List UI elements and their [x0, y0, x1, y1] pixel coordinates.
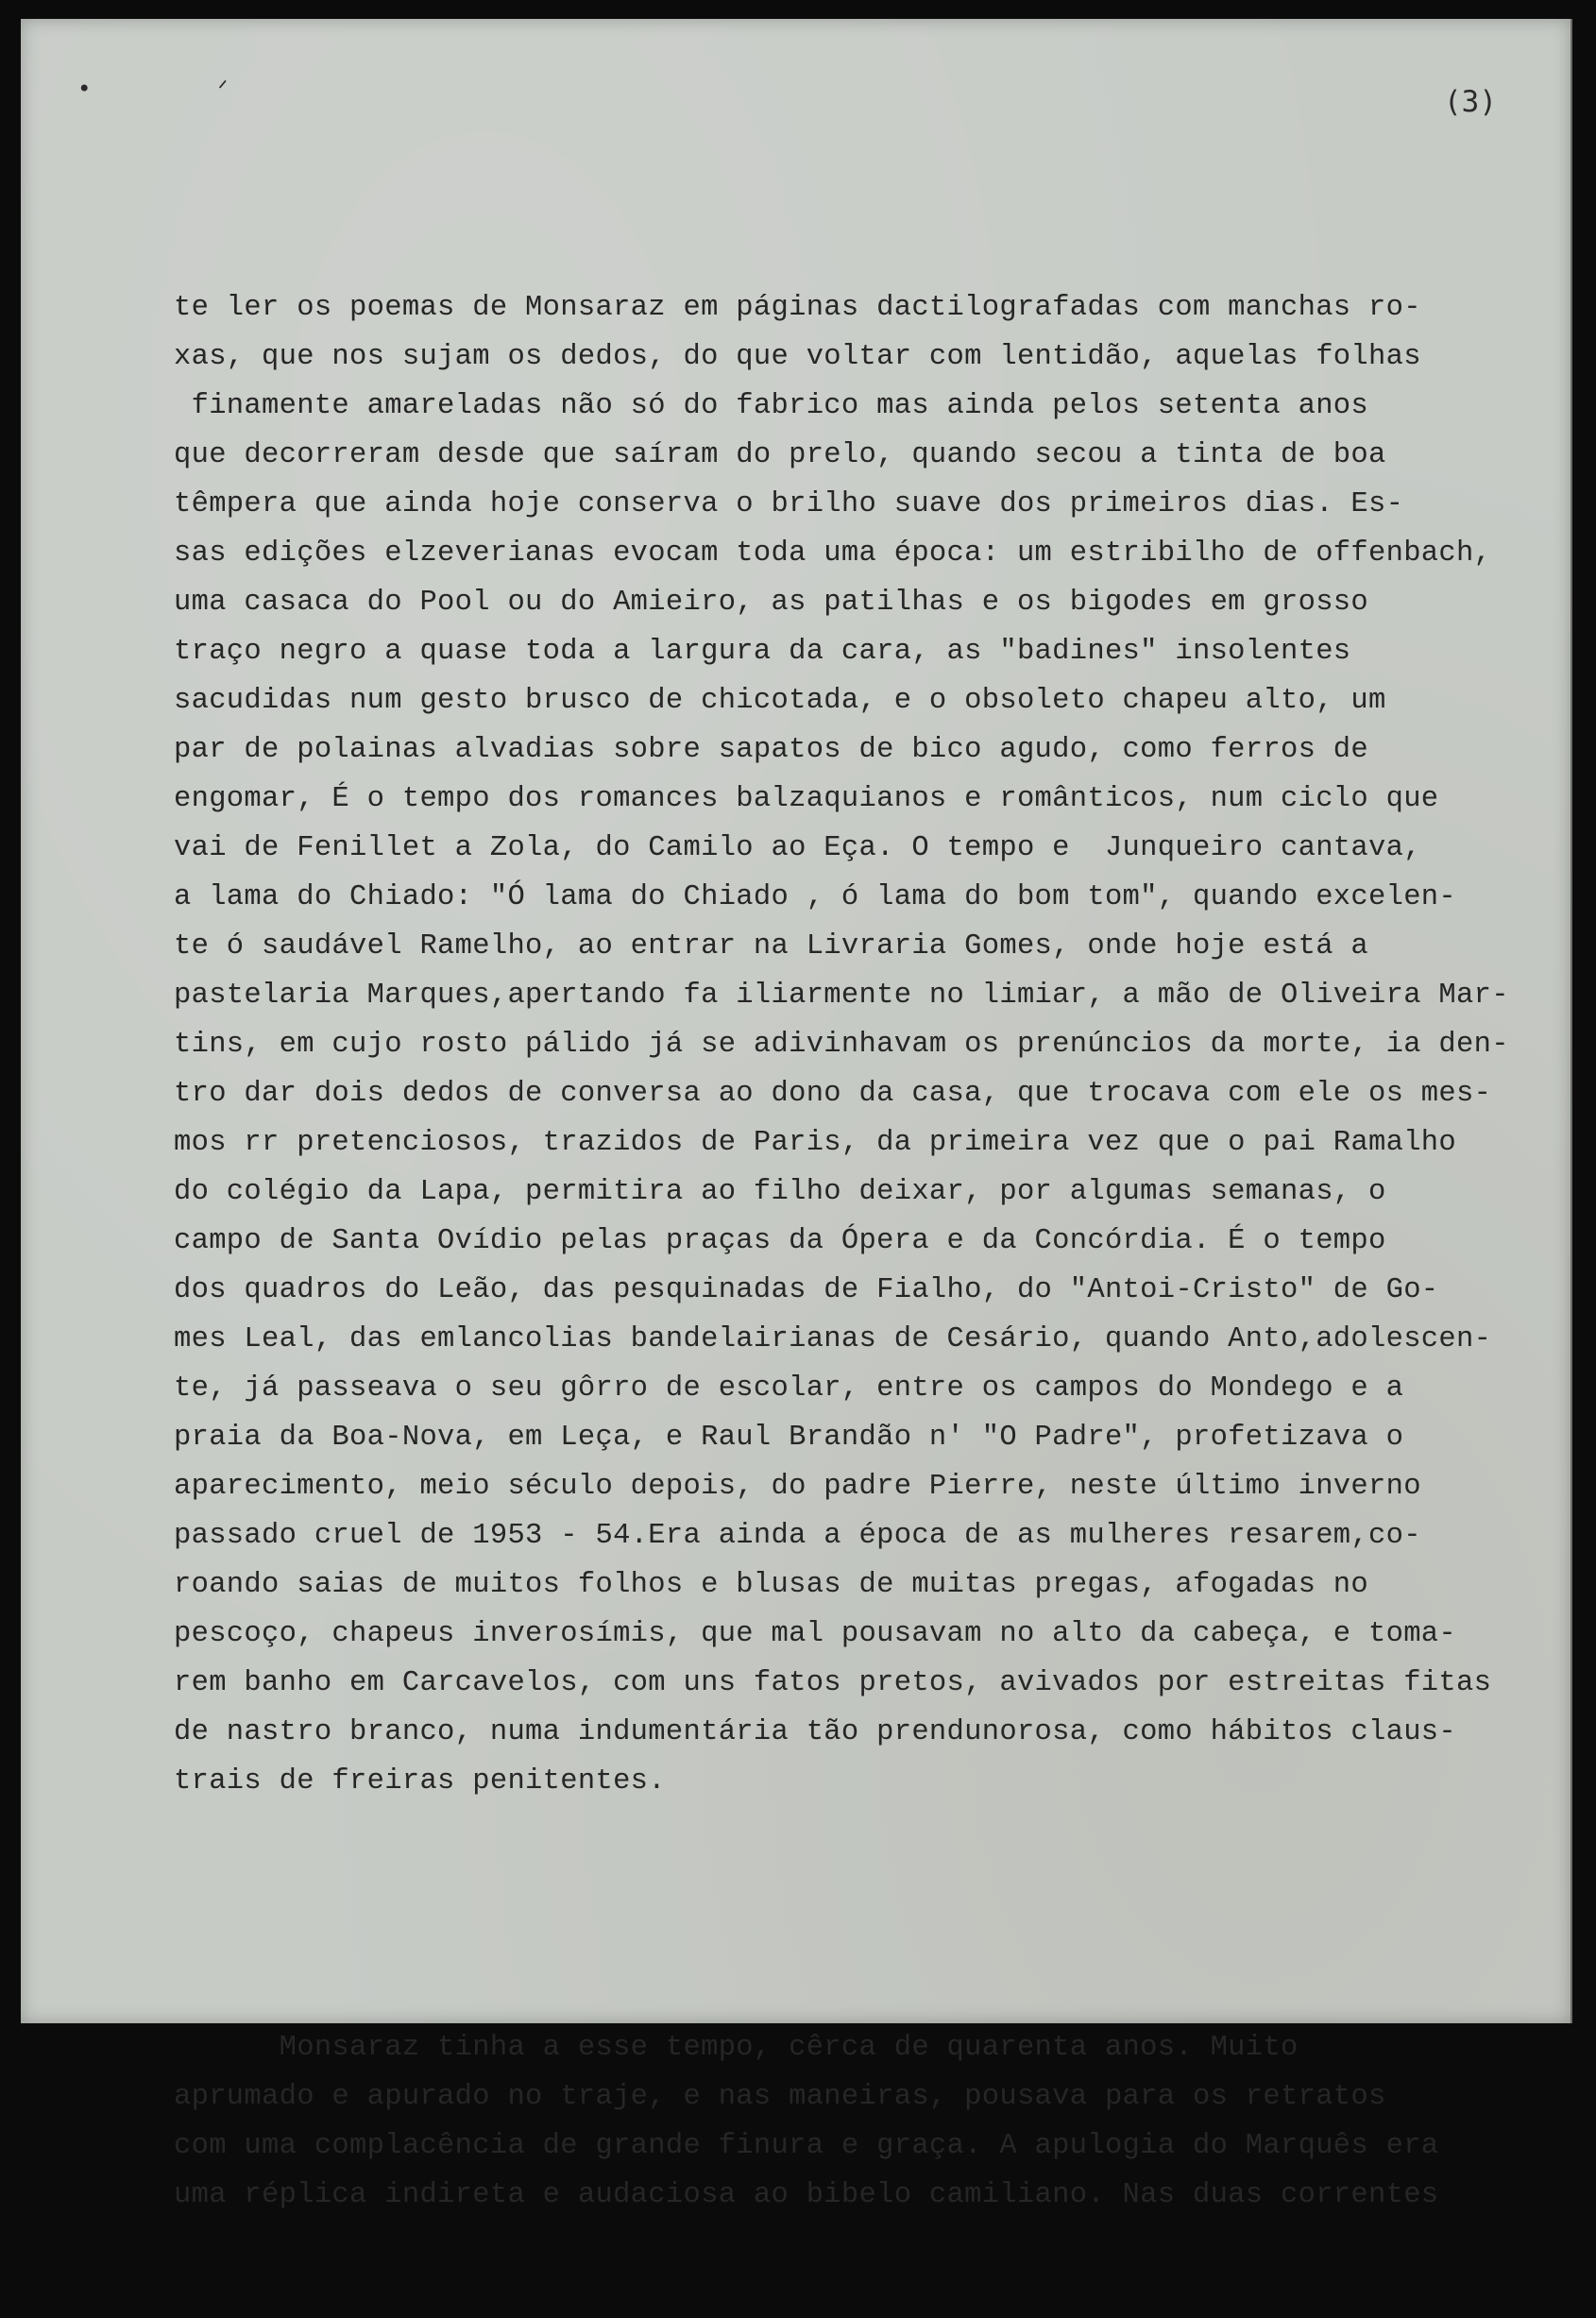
text-line: que decorreram desde que saíram do prelo, quando secou a tinta de boa — [174, 439, 1386, 471]
page-number: (3) — [1444, 85, 1497, 119]
text-line: te ó saudável Ramelho, ao entrar na Livraria Gomes, onde hoje está a — [174, 930, 1369, 963]
paragraph-1 — [174, 283, 1590, 1806]
text-line: roando saias de muitos folhos e blusas de muitas pregas, afogadas no — [174, 1569, 1369, 1601]
text-line: de nastro branco, numa indumentária tão prendunorosa, como hábitos claus- — [174, 1716, 1457, 1748]
document-body — [174, 185, 1590, 2318]
text-line: par de polainas alvadias sobre sapatos de bico agudo, como ferros de — [174, 734, 1369, 766]
text-line: com uma complacência de grande finura e graça. A apulogia do Marquês era — [174, 2130, 1439, 2162]
text-line: passado cruel de 1953 - 54.Era ainda a época de as mulheres resarem,co- — [174, 1520, 1421, 1552]
text-line: finamente amareladas não só do fabrico mas ainda pelos setenta anos — [174, 390, 1369, 422]
text-line: praia da Boa-Nova, em Leça, e Raul Brandão n' "O Padre", profetizava o — [174, 1422, 1404, 1454]
text-line: te, já passeava o seu gôrro de escolar, entre os campos do Mondego e a — [174, 1372, 1404, 1405]
text-line: rem banho em Carcavelos, com uns fatos pretos, avivados por estreitas fitas — [174, 1667, 1492, 1699]
text-line: aprumado e apurado no traje, e nas maneiras, pousava para os retratos — [174, 2081, 1386, 2113]
text-line: trais de freiras penitentes. — [174, 1765, 666, 1798]
text-line: tins, em cujo rosto pálido já se adivinhavam os prenúncios da morte, ia den- — [174, 1029, 1509, 1061]
text-line: te ler os poemas de Monsaraz em páginas dactilografadas com manchas ro- — [174, 292, 1421, 324]
text-line: têmpera que ainda hoje conserva o brilho suave dos primeiros dias. Es- — [174, 488, 1404, 520]
text-line: traço negro a quase toda a largura da cara, as "badines" insolentes — [174, 636, 1351, 668]
text-line: sas edições elzeverianas evocam toda uma época: um estribilho de offenbach, — [174, 537, 1492, 570]
text-line: a lama do Chiado: "Ó lama do Chiado , ó lama do bom tom", quando excelen- — [174, 881, 1457, 913]
text-line: Monsaraz tinha a esse tempo, cêrca de quarenta anos. Muito — [174, 2032, 1299, 2064]
paragraph-2 — [174, 2023, 1590, 2220]
text-line: mos rr pretenciosos, trazidos de Paris, da primeira vez que o pai Ramalho — [174, 1127, 1457, 1159]
typewritten-page — [21, 19, 1572, 2211]
text-line: uma casaca do Pool ou do Amieiro, as patilhas e os bigodes em grosso — [174, 587, 1369, 619]
text-line: pescoço, chapeus inverosímis, que mal pousavam no alto da cabeça, e toma- — [174, 1618, 1457, 1650]
text-line: engomar, É o tempo dos romances balzaquianos e românticos, num ciclo que — [174, 783, 1439, 815]
text-line: xas, que nos sujam os dedos, do que voltar com lentidão, aquelas folhas — [174, 341, 1421, 373]
corner-marks: • ᐟ — [77, 76, 285, 102]
text-line: mes Leal, das emlancolias bandelairianas de Cesário, quando Anto,adolescen- — [174, 1323, 1492, 1355]
text-line: vai de Fenillet a Zola, do Camilo ao Eça. O tempo e Junqueiro cantava, — [174, 832, 1421, 864]
text-line: sacudidas num gesto brusco de chicotada, e o obsoleto chapeu alto, um — [174, 685, 1386, 717]
text-line: campo de Santa Ovídio pelas praças da Ópera e da Concórdia. É o tempo — [174, 1225, 1386, 1257]
text-line: pastelaria Marques,apertando fa iliarmente no limiar, a mão de Oliveira Mar- — [174, 980, 1509, 1012]
text-line: tro dar dois dedos de conversa ao dono da casa, que trocava com ele os mes- — [174, 1078, 1492, 1110]
text-line: aparecimento, meio século depois, do padre Pierre, neste último inverno — [174, 1471, 1421, 1503]
text-line: uma réplica indireta e audaciosa ao bibelo camiliano. Nas duas correntes — [174, 2179, 1439, 2211]
text-line: do colégio da Lapa, permitira ao filho deixar, por algumas semanas, o — [174, 1176, 1386, 1208]
text-line: dos quadros do Leão, das pesquinadas de Fialho, do "Antoi-Cristo" de Go- — [174, 1274, 1439, 1306]
